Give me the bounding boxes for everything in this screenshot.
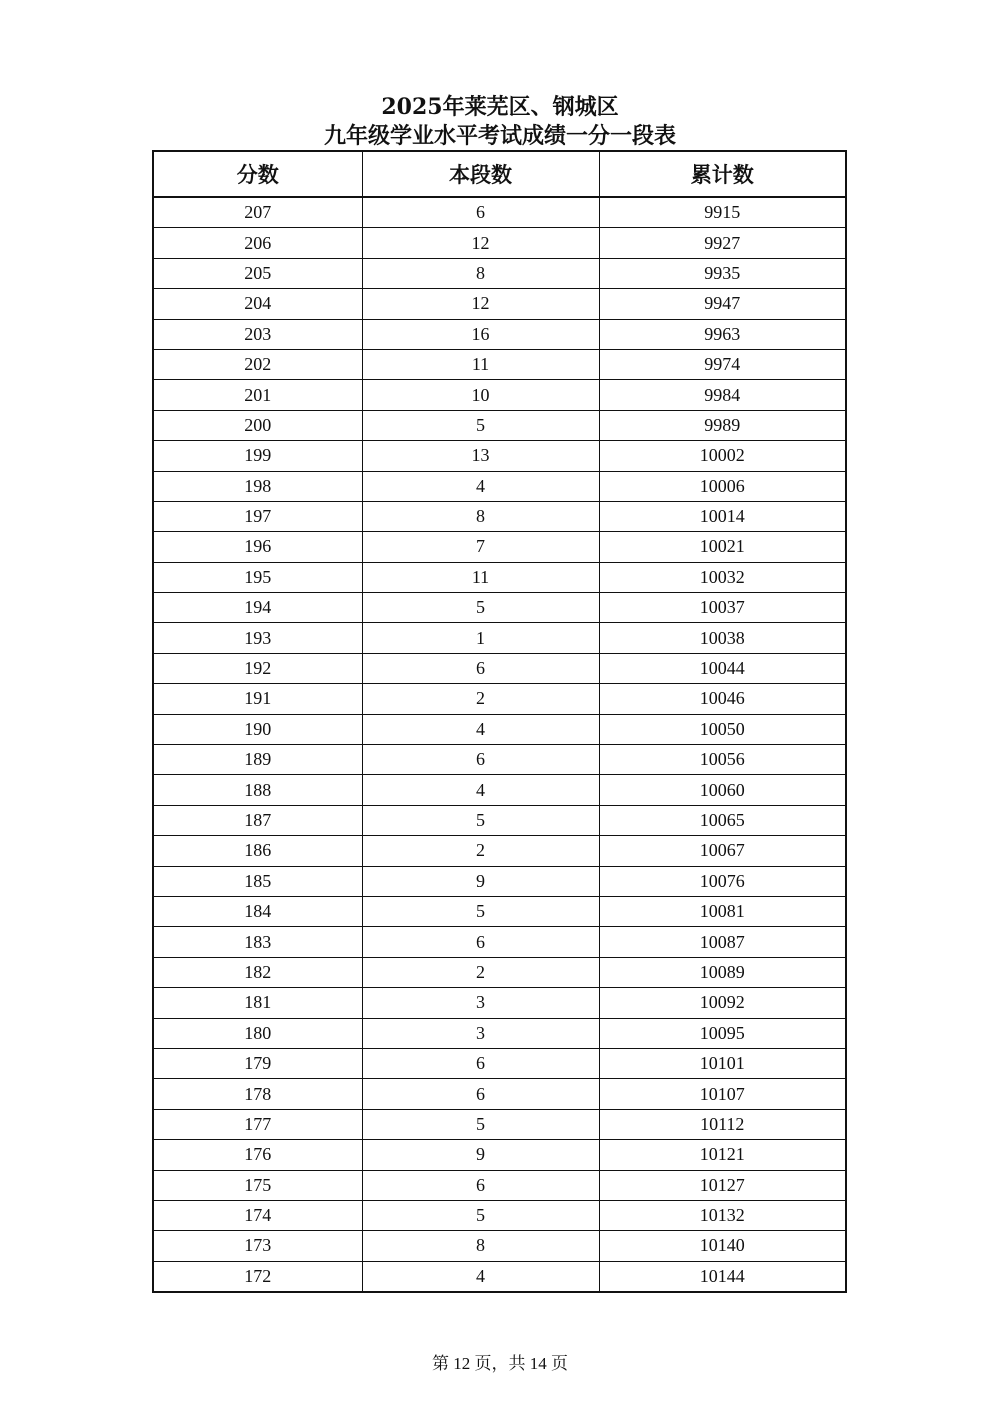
cell-cumulative-count: 10127 bbox=[599, 1170, 846, 1200]
header-cumulative-count: 累计数 bbox=[599, 151, 846, 197]
cell-segment-count: 4 bbox=[362, 714, 599, 744]
table-row bbox=[153, 684, 846, 714]
cell-segment-count: 13 bbox=[362, 441, 599, 471]
cell-segment-count: 3 bbox=[362, 1018, 599, 1048]
table-row bbox=[153, 349, 846, 379]
table-row bbox=[153, 1079, 846, 1109]
cell-segment-count: 5 bbox=[362, 1200, 599, 1230]
cell-cumulative-count: 10006 bbox=[599, 471, 846, 501]
table-row bbox=[153, 501, 846, 531]
cell-score: 176 bbox=[153, 1140, 362, 1170]
cell-segment-count: 6 bbox=[362, 1079, 599, 1109]
table-row bbox=[153, 1018, 846, 1048]
cell-score: 193 bbox=[153, 623, 362, 653]
cell-cumulative-count: 10140 bbox=[599, 1231, 846, 1261]
cell-score: 195 bbox=[153, 562, 362, 592]
cell-cumulative-count: 9989 bbox=[599, 410, 846, 440]
cell-segment-count: 11 bbox=[362, 349, 599, 379]
table-row bbox=[153, 653, 846, 683]
table-row bbox=[153, 866, 846, 896]
cell-cumulative-count: 10002 bbox=[599, 441, 846, 471]
cell-segment-count: 7 bbox=[362, 532, 599, 562]
table-row bbox=[153, 532, 846, 562]
table-row bbox=[153, 410, 846, 440]
cell-score: 185 bbox=[153, 866, 362, 896]
cell-segment-count: 12 bbox=[362, 228, 599, 258]
cell-segment-count: 5 bbox=[362, 410, 599, 440]
table-row bbox=[153, 471, 846, 501]
cell-segment-count: 6 bbox=[362, 1048, 599, 1078]
table-row bbox=[153, 1109, 846, 1139]
cell-cumulative-count: 9935 bbox=[599, 258, 846, 288]
cell-cumulative-count: 9974 bbox=[599, 349, 846, 379]
cell-cumulative-count: 10076 bbox=[599, 866, 846, 896]
cell-score: 200 bbox=[153, 410, 362, 440]
table-row bbox=[153, 1261, 846, 1292]
table-row bbox=[153, 380, 846, 410]
cell-segment-count: 6 bbox=[362, 653, 599, 683]
cell-cumulative-count: 9984 bbox=[599, 380, 846, 410]
cell-segment-count: 11 bbox=[362, 562, 599, 592]
cell-segment-count: 9 bbox=[362, 866, 599, 896]
cell-cumulative-count: 10050 bbox=[599, 714, 846, 744]
cell-segment-count: 16 bbox=[362, 319, 599, 349]
cell-score: 175 bbox=[153, 1170, 362, 1200]
cell-cumulative-count: 9915 bbox=[599, 197, 846, 228]
cell-cumulative-count: 10038 bbox=[599, 623, 846, 653]
table-row bbox=[153, 441, 846, 471]
cell-cumulative-count: 10044 bbox=[599, 653, 846, 683]
cell-cumulative-count: 10132 bbox=[599, 1200, 846, 1230]
table-header-row bbox=[153, 151, 846, 197]
cell-score: 182 bbox=[153, 957, 362, 987]
cell-cumulative-count: 10014 bbox=[599, 501, 846, 531]
cell-cumulative-count: 10107 bbox=[599, 1079, 846, 1109]
cell-segment-count: 12 bbox=[362, 289, 599, 319]
cell-score: 180 bbox=[153, 1018, 362, 1048]
table-row bbox=[153, 623, 846, 653]
cell-segment-count: 2 bbox=[362, 957, 599, 987]
table-row bbox=[153, 927, 846, 957]
table-row bbox=[153, 957, 846, 987]
cell-cumulative-count: 10067 bbox=[599, 836, 846, 866]
table-row bbox=[153, 319, 846, 349]
cell-score: 177 bbox=[153, 1109, 362, 1139]
cell-cumulative-count: 10056 bbox=[599, 745, 846, 775]
table-body bbox=[153, 197, 846, 1292]
cell-score: 183 bbox=[153, 927, 362, 957]
cell-score: 190 bbox=[153, 714, 362, 744]
cell-cumulative-count: 10121 bbox=[599, 1140, 846, 1170]
cell-score: 206 bbox=[153, 228, 362, 258]
cell-cumulative-count: 10144 bbox=[599, 1261, 846, 1292]
cell-score: 189 bbox=[153, 745, 362, 775]
table-row bbox=[153, 805, 846, 835]
cell-cumulative-count: 10089 bbox=[599, 957, 846, 987]
cell-segment-count: 4 bbox=[362, 471, 599, 501]
table-row bbox=[153, 1200, 846, 1230]
cell-score: 179 bbox=[153, 1048, 362, 1078]
table-row bbox=[153, 714, 846, 744]
cell-segment-count: 2 bbox=[362, 836, 599, 866]
cell-segment-count: 8 bbox=[362, 1231, 599, 1261]
cell-score: 192 bbox=[153, 653, 362, 683]
cell-segment-count: 6 bbox=[362, 927, 599, 957]
page-number-footer: 第 12 页，共 14 页 bbox=[432, 1354, 568, 1373]
cell-score: 184 bbox=[153, 896, 362, 926]
cell-cumulative-count: 10065 bbox=[599, 805, 846, 835]
cell-segment-count: 4 bbox=[362, 1261, 599, 1292]
cell-segment-count: 6 bbox=[362, 745, 599, 775]
table-row bbox=[153, 896, 846, 926]
score-distribution-table bbox=[152, 150, 847, 1293]
cell-score: 196 bbox=[153, 532, 362, 562]
cell-segment-count: 5 bbox=[362, 593, 599, 623]
table-row bbox=[153, 988, 846, 1018]
document-title-line-2: 九年级学业水平考试成绩一分一段表 bbox=[323, 123, 676, 149]
cell-segment-count: 6 bbox=[362, 1170, 599, 1200]
cell-score: 178 bbox=[153, 1079, 362, 1109]
cell-score: 203 bbox=[153, 319, 362, 349]
cell-score: 194 bbox=[153, 593, 362, 623]
cell-score: 198 bbox=[153, 471, 362, 501]
header-score: 分数 bbox=[153, 151, 362, 197]
cell-score: 172 bbox=[153, 1261, 362, 1292]
cell-cumulative-count: 9927 bbox=[599, 228, 846, 258]
cell-score: 201 bbox=[153, 380, 362, 410]
cell-score: 202 bbox=[153, 349, 362, 379]
cell-cumulative-count: 10087 bbox=[599, 927, 846, 957]
cell-segment-count: 9 bbox=[362, 1140, 599, 1170]
table-row bbox=[153, 562, 846, 592]
table-row bbox=[153, 745, 846, 775]
cell-segment-count: 5 bbox=[362, 896, 599, 926]
cell-cumulative-count: 10092 bbox=[599, 988, 846, 1018]
cell-cumulative-count: 10032 bbox=[599, 562, 846, 592]
cell-score: 173 bbox=[153, 1231, 362, 1261]
table-row bbox=[153, 1231, 846, 1261]
cell-segment-count: 2 bbox=[362, 684, 599, 714]
cell-cumulative-count: 10037 bbox=[599, 593, 846, 623]
cell-score: 181 bbox=[153, 988, 362, 1018]
table-row bbox=[153, 1140, 846, 1170]
cell-segment-count: 5 bbox=[362, 805, 599, 835]
cell-segment-count: 10 bbox=[362, 380, 599, 410]
cell-score: 186 bbox=[153, 836, 362, 866]
cell-segment-count: 8 bbox=[362, 501, 599, 531]
table-row bbox=[153, 258, 846, 288]
table-row bbox=[153, 593, 846, 623]
table-row bbox=[153, 197, 846, 228]
cell-segment-count: 1 bbox=[362, 623, 599, 653]
table-row bbox=[153, 836, 846, 866]
table-row bbox=[153, 1048, 846, 1078]
cell-segment-count: 8 bbox=[362, 258, 599, 288]
table-row bbox=[153, 1170, 846, 1200]
cell-cumulative-count: 10095 bbox=[599, 1018, 846, 1048]
cell-cumulative-count: 10112 bbox=[599, 1109, 846, 1139]
cell-cumulative-count: 10081 bbox=[599, 896, 846, 926]
cell-cumulative-count: 10060 bbox=[599, 775, 846, 805]
cell-segment-count: 5 bbox=[362, 1109, 599, 1139]
cell-score: 199 bbox=[153, 441, 362, 471]
cell-cumulative-count: 9947 bbox=[599, 289, 846, 319]
cell-score: 207 bbox=[153, 197, 362, 228]
cell-score: 174 bbox=[153, 1200, 362, 1230]
cell-segment-count: 6 bbox=[362, 197, 599, 228]
cell-segment-count: 3 bbox=[362, 988, 599, 1018]
cell-cumulative-count: 10046 bbox=[599, 684, 846, 714]
cell-score: 197 bbox=[153, 501, 362, 531]
cell-score: 187 bbox=[153, 805, 362, 835]
cell-score: 204 bbox=[153, 289, 362, 319]
cell-segment-count: 4 bbox=[362, 775, 599, 805]
cell-score: 188 bbox=[153, 775, 362, 805]
cell-cumulative-count: 10021 bbox=[599, 532, 846, 562]
cell-score: 191 bbox=[153, 684, 362, 714]
document-title-line-1: 2025年莱芜区、钢城区 bbox=[381, 94, 619, 120]
cell-cumulative-count: 9963 bbox=[599, 319, 846, 349]
cell-score: 205 bbox=[153, 258, 362, 288]
table-row bbox=[153, 228, 846, 258]
cell-cumulative-count: 10101 bbox=[599, 1048, 846, 1078]
header-segment-count: 本段数 bbox=[362, 151, 599, 197]
table-row bbox=[153, 289, 846, 319]
table-row bbox=[153, 775, 846, 805]
